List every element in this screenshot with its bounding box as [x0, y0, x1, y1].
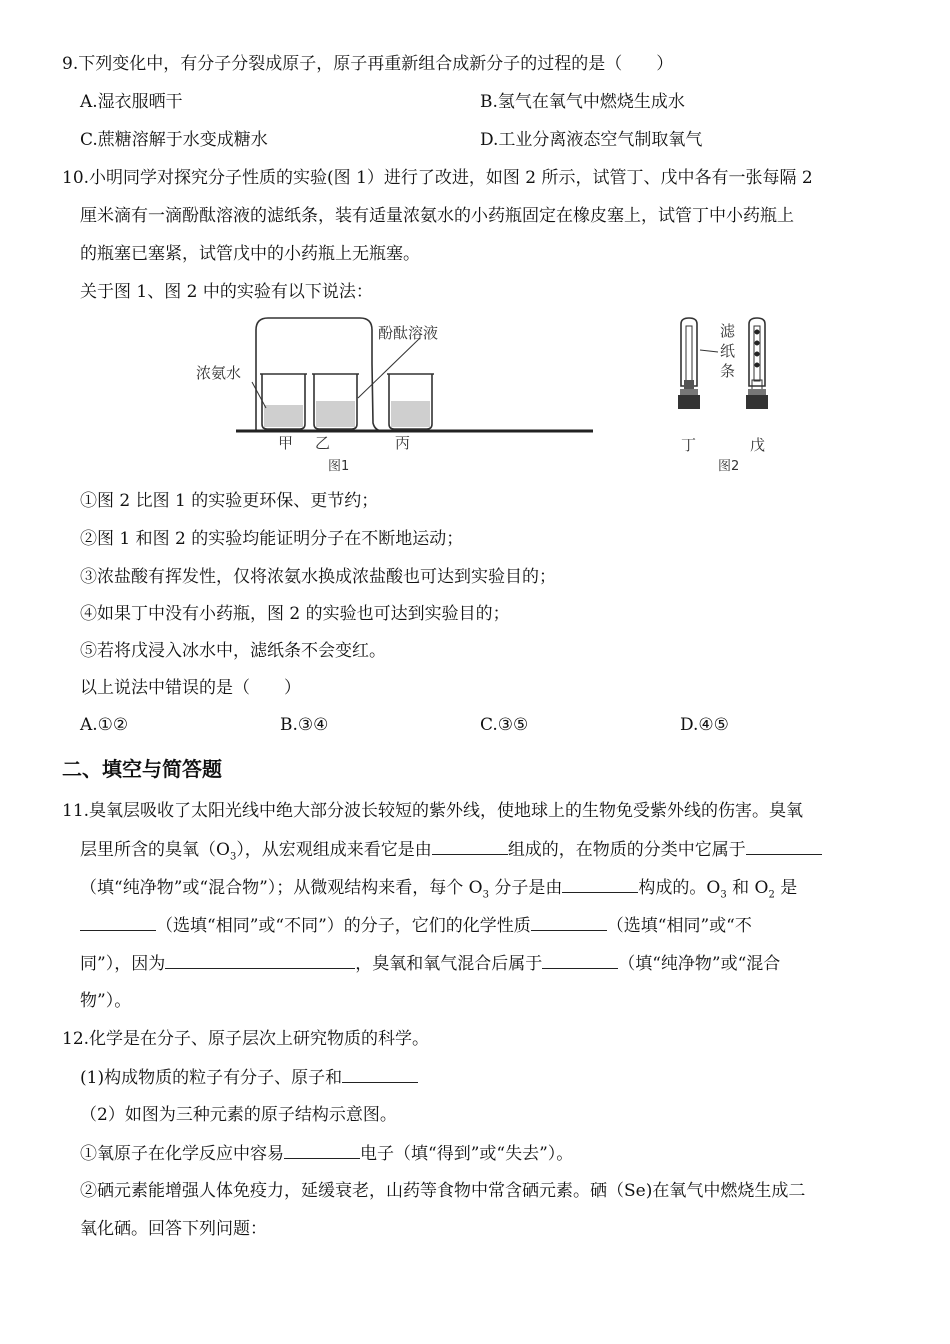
- q11-line-4: （选填“相同”或“不同”）的分子，它们的化学性质 （选填“相同”或“不: [80, 914, 752, 937]
- q12-stem: 12.化学是在分子、原子层次上研究物质的科学。: [62, 1029, 430, 1049]
- q12-part-3: ①氧原子在化学反应中容易 电子（填“得到”或“失去”）。: [80, 1144, 574, 1164]
- q11-line-2: 层里所含的臭氧$(O_3)$，从宏观组成来看它是由 组成的，在物质的分类中它属于: [80, 838, 822, 861]
- label-strip-1: 滤: [720, 322, 736, 340]
- label-bing: 丙: [395, 434, 411, 452]
- blank-5[interactable]: [531, 914, 607, 931]
- q10-statement-3: ③浓盐酸有挥发性，仅将浓氨水换成浓盐酸也可达到实验目的；: [80, 567, 556, 587]
- label-phenol: 酚酞溶液: [378, 324, 439, 342]
- q10-statement-2: ②图 1 和图 2 的实验均能证明分子在不断地运动；: [80, 529, 464, 549]
- q12-part-4b: 氧化硒。回答下列问题：: [80, 1219, 267, 1239]
- q11-line-3: （填“纯净物”或“混合物”）；从微观结构来看，每个 $O_3$ 分子是由 构成的。$O_3$ 和 $O_2$ 是: [80, 878, 798, 901]
- q10-line-4: 关于图 1、图 2 中的实验有以下说法：: [80, 282, 373, 302]
- q10-ask: 以上说法中错误的是（ ）: [80, 678, 301, 698]
- blank-2[interactable]: [746, 838, 822, 855]
- q10-statement-4: ④如果丁中没有小药瓶，图 2 的实验也可达到实验目的；: [80, 604, 510, 624]
- q12-part-2: （2）如图为三种元素的原子结构示意图。: [80, 1105, 397, 1125]
- q9-option-a: A.湿衣服晒干: [80, 92, 183, 112]
- figure-1-caption: 图1: [328, 459, 350, 474]
- leader-strip: [700, 350, 718, 352]
- q12-part-1: (1)构成物质的粒子有分子、原子和: [80, 1066, 418, 1089]
- label-strip-3: 条: [720, 362, 736, 380]
- figure-2-test-tubes: [660, 310, 810, 480]
- q10-option-d: D.④⑤: [680, 715, 729, 735]
- label-strip-2: 纸: [720, 342, 736, 360]
- blank-6[interactable]: [165, 952, 355, 969]
- blank-9[interactable]: [284, 1142, 360, 1159]
- blank-8[interactable]: [342, 1066, 418, 1083]
- section-2-title: 二、填空与简答题: [62, 757, 222, 781]
- leader-ammonia: [252, 382, 266, 408]
- blank-1[interactable]: [432, 838, 508, 855]
- blank-7[interactable]: [542, 952, 618, 969]
- q10-statement-1: ①图 2 比图 1 的实验更环保、更节约；: [80, 491, 379, 511]
- label-ammonia: 浓氨水: [196, 364, 242, 382]
- blank-4[interactable]: [80, 914, 156, 931]
- q9-stem: 9.下列变化中，有分子分裂成原子，原子再重新组合成新分子的过程的是（ ）: [62, 54, 674, 74]
- label-wu: 戊: [750, 436, 766, 454]
- q10-option-c: C.③⑤: [480, 715, 529, 735]
- label-jia: 甲: [278, 434, 294, 452]
- q9-option-b: B.氢气在氧气中燃烧生成水: [480, 92, 685, 112]
- test-tube-ding: [678, 318, 700, 409]
- q10-line-1: 10.小明同学对探究分子性质的实验(图 1）进行了改进，如图 2 所示，试管丁、戊中各有一张每隔 2: [62, 168, 813, 188]
- q10-line-2: 厘米滴有一滴酚酞溶液的滤纸条，装有适量浓氨水的小药瓶固定在橡皮塞上，试管丁中小药瓶上: [80, 206, 794, 226]
- q12-part-4a: ②硒元素能增强人体免疫力，延缓衰老，山药等食物中常含硒元素。硒（Se)在氧气中燃烧生成二: [80, 1181, 806, 1201]
- blank-3[interactable]: [562, 876, 638, 893]
- q11-line-1: 11.臭氧层吸收了太阳光线中绝大部分波长较短的紫外线，使地球上的生物免受紫外线的伤害。臭氧: [62, 801, 804, 821]
- q10-option-a: A.①②: [80, 715, 129, 735]
- beaker-yi: [312, 374, 359, 429]
- label-ding: 丁: [681, 436, 697, 454]
- test-tube-wu: [746, 318, 768, 409]
- q10-option-b: B.③④: [280, 715, 329, 735]
- q11-line-6: 物”）。: [80, 991, 132, 1011]
- figure-1-beakers: [188, 310, 608, 480]
- q10-line-3: 的瓶塞已塞紧，试管戊中的小药瓶上无瓶塞。: [80, 244, 420, 264]
- figure-2-caption: 图2: [718, 459, 740, 474]
- beaker-bing: [387, 374, 434, 429]
- beaker-jia: [260, 374, 307, 429]
- q9-option-c: C.蔗糖溶解于水变成糖水: [80, 130, 268, 150]
- q9-option-d: D.工业分离液态空气制取氧气: [480, 130, 703, 150]
- q10-statement-5: ⑤若将戊浸入冰水中，滤纸条不会变红。: [80, 641, 386, 661]
- q11-line-5: 同”），因为 ，臭氧和氧气混合后属于 （填“纯净物”或“混合: [80, 954, 781, 974]
- label-yi: 乙: [315, 434, 331, 452]
